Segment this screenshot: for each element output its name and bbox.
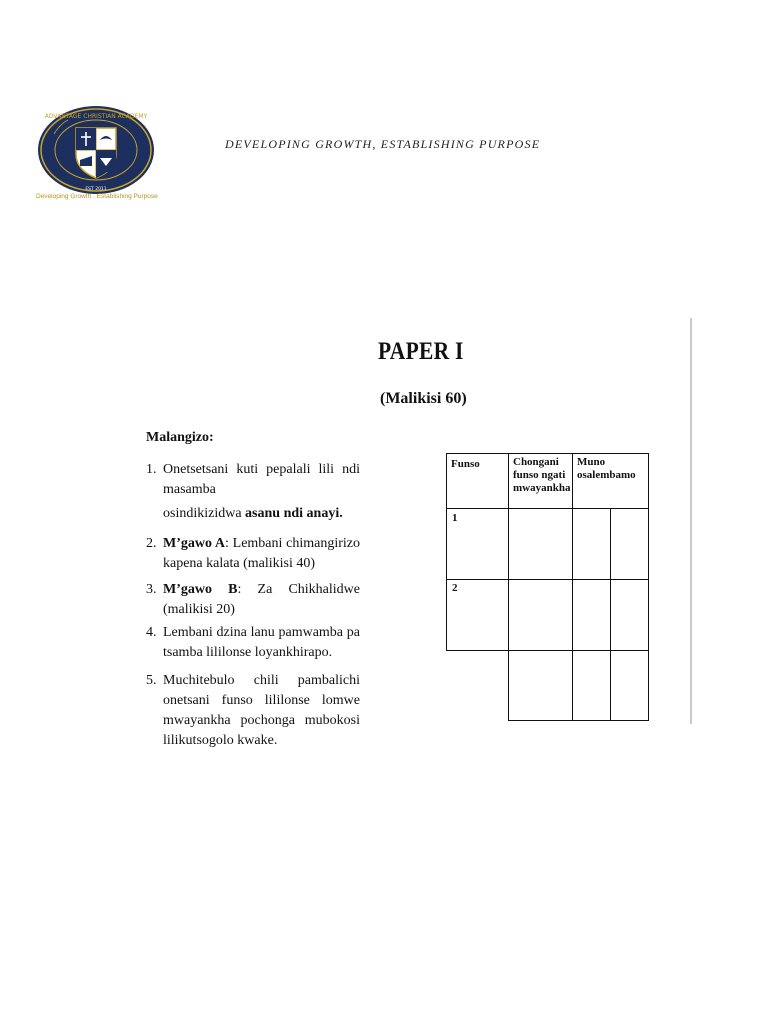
column-header-examiner: Muno osalembamo [577, 456, 636, 481]
instruction-number: 3. [146, 582, 157, 597]
logo-name: ADVANTAGE CHRISTIAN ACADEMY [44, 113, 148, 120]
header-motto: DEVELOPING GROWTH, ESTABLISHING PURPOSE [225, 137, 541, 151]
crest-icon [36, 104, 156, 199]
instruction-text: : Lembani chimangirizo kapena kalata (malikisi 40) [163, 536, 360, 571]
score-table [446, 453, 649, 721]
column-header-question: Funso [451, 458, 480, 470]
instruction-text: Muchitebulo chili pambalichi onetsani funso lililonse lomwe mwayankha pochonga mubokosi lilikutsogolo kwake. [163, 673, 360, 748]
instruction-item [146, 623, 360, 663]
logo-tagline: Developing Growth . Establishing Purpose [36, 193, 158, 200]
instruction-number: 4. [146, 625, 157, 640]
row-number: 1 [452, 512, 458, 524]
instruction-text: Onetsetsani kuti pepalali lili ndi masamba [163, 462, 360, 497]
instruction-text-bold: asanu ndi anayi. [245, 506, 343, 521]
answered-checkbox-cell[interactable] [509, 580, 572, 650]
paper-title: PAPER I [378, 338, 464, 365]
instruction-text: Lembani dzina lanu pamwamba pa tsamba lililonse loyankhirapo. [163, 625, 360, 660]
answered-checkbox-cell[interactable] [509, 509, 572, 579]
row-number: 2 [452, 582, 458, 594]
instruction-item [146, 671, 360, 751]
instructions-list [146, 460, 360, 751]
instruction-item [146, 580, 360, 620]
instruction-number: 5. [146, 673, 157, 688]
instruction-item [146, 460, 360, 524]
school-logo [36, 104, 156, 204]
answered-checkbox-cell[interactable] [509, 651, 572, 720]
instructions-heading: Malangizo: [146, 430, 214, 445]
section-label: M’gawo A [163, 536, 226, 551]
section-label: M’gawo B [163, 582, 238, 597]
margin-rule [690, 318, 692, 724]
column-header-answered: Chongani funso ngati mwayankha [513, 456, 571, 494]
instruction-number: 2. [146, 536, 157, 551]
instruction-item [146, 534, 360, 574]
instruction-text: : Za Chikhalidwe (malikisi 20) [163, 582, 360, 617]
instruction-text-cont: osindikizidwa [163, 506, 246, 521]
logo-est: EST 2011 [85, 187, 107, 192]
instruction-number: 1. [146, 462, 157, 477]
paper-marks: (Malikisi 60) [380, 390, 467, 407]
